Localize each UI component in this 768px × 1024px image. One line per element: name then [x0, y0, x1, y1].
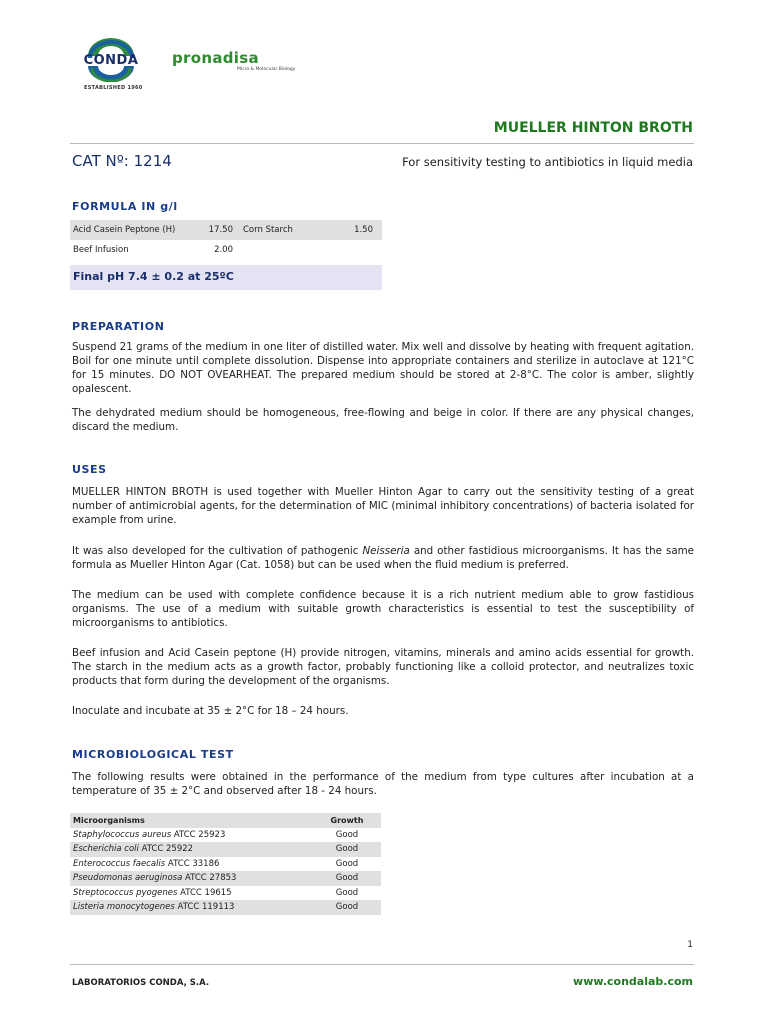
preparation-paragraph: The dehydrated medium should be homogeneous, free-flowing and beige in color. If there are any physical changes, discard the medium.: [72, 407, 694, 433]
micro-col-header: Microorganisms: [73, 815, 145, 825]
micro-col-header: Growth: [330, 815, 364, 825]
formula-row: [70, 220, 382, 240]
final-ph-box: [70, 265, 382, 290]
growth-result: Good: [335, 873, 359, 884]
micro-organism: [70, 902, 313, 912]
title-divider: [70, 143, 694, 144]
formula-ingredient: Corn Starch: [243, 225, 293, 235]
uses-text: It was also developed for the cultivation of pathogenic: [72, 545, 363, 557]
species-name: Enterococcus faecalis: [73, 858, 166, 869]
page-number: 1: [687, 940, 693, 950]
micro-heading: MICROBIOLOGICAL TEST: [72, 748, 234, 761]
uses-paragraph: [72, 544, 694, 572]
growth-result: Good: [335, 887, 359, 898]
growth-result: Good: [335, 858, 359, 869]
table-row: [70, 857, 381, 872]
growth-result: Good: [335, 844, 359, 855]
micro-organism: [70, 844, 313, 854]
uses-paragraph: Beef infusion and Acid Casein peptone (H) provide nitrogen, vitamins, minerals and amino acids essential for growth. The starch in the medium acts as a growth factor, probably functioning like a colloid protector, and neutralizes toxic products that form during the development of the organisms.: [72, 647, 694, 687]
preparation-heading: PREPARATION: [72, 320, 165, 333]
species-name: Pseudomonas aeruginosa: [73, 873, 183, 884]
strain: ATCC 19615: [177, 887, 232, 898]
formula-ingredient: Beef Infusion: [73, 245, 129, 255]
species-name: Staphylococcus aureus: [73, 829, 172, 840]
formula-amount: 2.00: [214, 245, 233, 255]
micro-organism: [70, 859, 313, 869]
species-name: Streptococcus pyogenes: [73, 887, 178, 898]
species-name: Listeria monocytogenes: [73, 902, 175, 913]
species-name: Escherichia coli: [73, 844, 139, 855]
conda-logo-text: CONDA: [83, 53, 139, 68]
growth-result: Good: [335, 902, 359, 913]
footer-divider: [70, 964, 694, 965]
formula-amount: 1.50: [354, 225, 373, 235]
pronadisa-logo: pronadisa: [172, 49, 259, 67]
uses-text: and other fastidious microorganisms. It has the same formula as Mueller Hinton Agar (Cat. 1058) but can be used when the fluid medium is preferred.: [72, 545, 695, 571]
table-row: [70, 900, 381, 915]
uses-heading: USES: [72, 463, 107, 476]
micro-table: [70, 813, 381, 915]
strain: ATCC 25923: [171, 829, 226, 840]
footer-website-link[interactable]: www.condalab.com: [573, 975, 693, 988]
strain: ATCC 27853: [182, 873, 237, 884]
formula-table: [70, 220, 382, 260]
formula-ingredient: Acid Casein Peptone (H): [73, 225, 176, 235]
table-row: [70, 828, 381, 843]
table-row: [70, 871, 381, 886]
uses-paragraph: The medium can be used with complete confidence because it is a rich nutrient medium able to grow fastidious organisms. The use of a medium with suitable growth characteristics is essential to test the susceptibility of microorganisms to antibiotics.: [72, 589, 694, 629]
micro-table-header: [70, 813, 381, 828]
preparation-paragraph: Suspend 21 grams of the medium in one liter of distilled water. Mix well and dissolve by heating with frequent agitation. Boil for one minute until complete dissolution. Dispense into appropriate containers and sterilize in autoclave at 121°C for 15 minutes. DO NOT OVEARHEAT. The prepared medium should be stored at 2-8°C. The color is amber, slightly opalescent.: [72, 341, 694, 395]
conda-logo: [70, 36, 152, 94]
formula-amount: 17.50: [208, 225, 233, 235]
micro-organism: [70, 888, 313, 898]
strain: ATCC 25922: [138, 844, 194, 855]
pronadisa-subtitle: Micro & Molecular Biology: [237, 67, 296, 72]
uses-paragraph: MUELLER HINTON BROTH is used together with Mueller Hinton Agar to carry out the sensitivity testing of a great number of antimicrobial agents, for the determination of MIC (minimal inhibitory concentrations) of bacteria isolated for example from urine.: [72, 486, 694, 526]
strain: ATCC 33186: [165, 858, 220, 869]
growth-result: Good: [335, 829, 359, 840]
final-ph: Final pH 7.4 ± 0.2 at 25ºC: [73, 270, 234, 283]
table-row: [70, 886, 381, 901]
strain: ATCC 119113: [174, 902, 235, 913]
micro-organism: [70, 873, 313, 883]
table-row: [70, 842, 381, 857]
catalog-description: For sensitivity testing to antibiotics in liquid media: [402, 155, 693, 169]
formula-row: [70, 240, 382, 260]
micro-intro: The following results were obtained in the performance of the medium from type cultures after incubation at a temperature of 35 ± 2°C and observed after 18 - 24 hours.: [72, 771, 694, 797]
footer-company: LABORATORIOS CONDA, S.A.: [72, 978, 210, 988]
formula-heading: FORMULA IN g/l: [72, 200, 178, 213]
micro-organism: [70, 830, 313, 840]
conda-established-text: ESTABLISHED 1960: [84, 85, 143, 91]
uses-paragraph: Inoculate and incubate at 35 ± 2°C for 18 – 24 hours.: [72, 705, 349, 717]
catalog-number: CAT Nº: 1214: [72, 152, 172, 170]
document-title: MUELLER HINTON BROTH: [493, 120, 693, 136]
uses-italic-text: Neisseria: [362, 545, 410, 557]
